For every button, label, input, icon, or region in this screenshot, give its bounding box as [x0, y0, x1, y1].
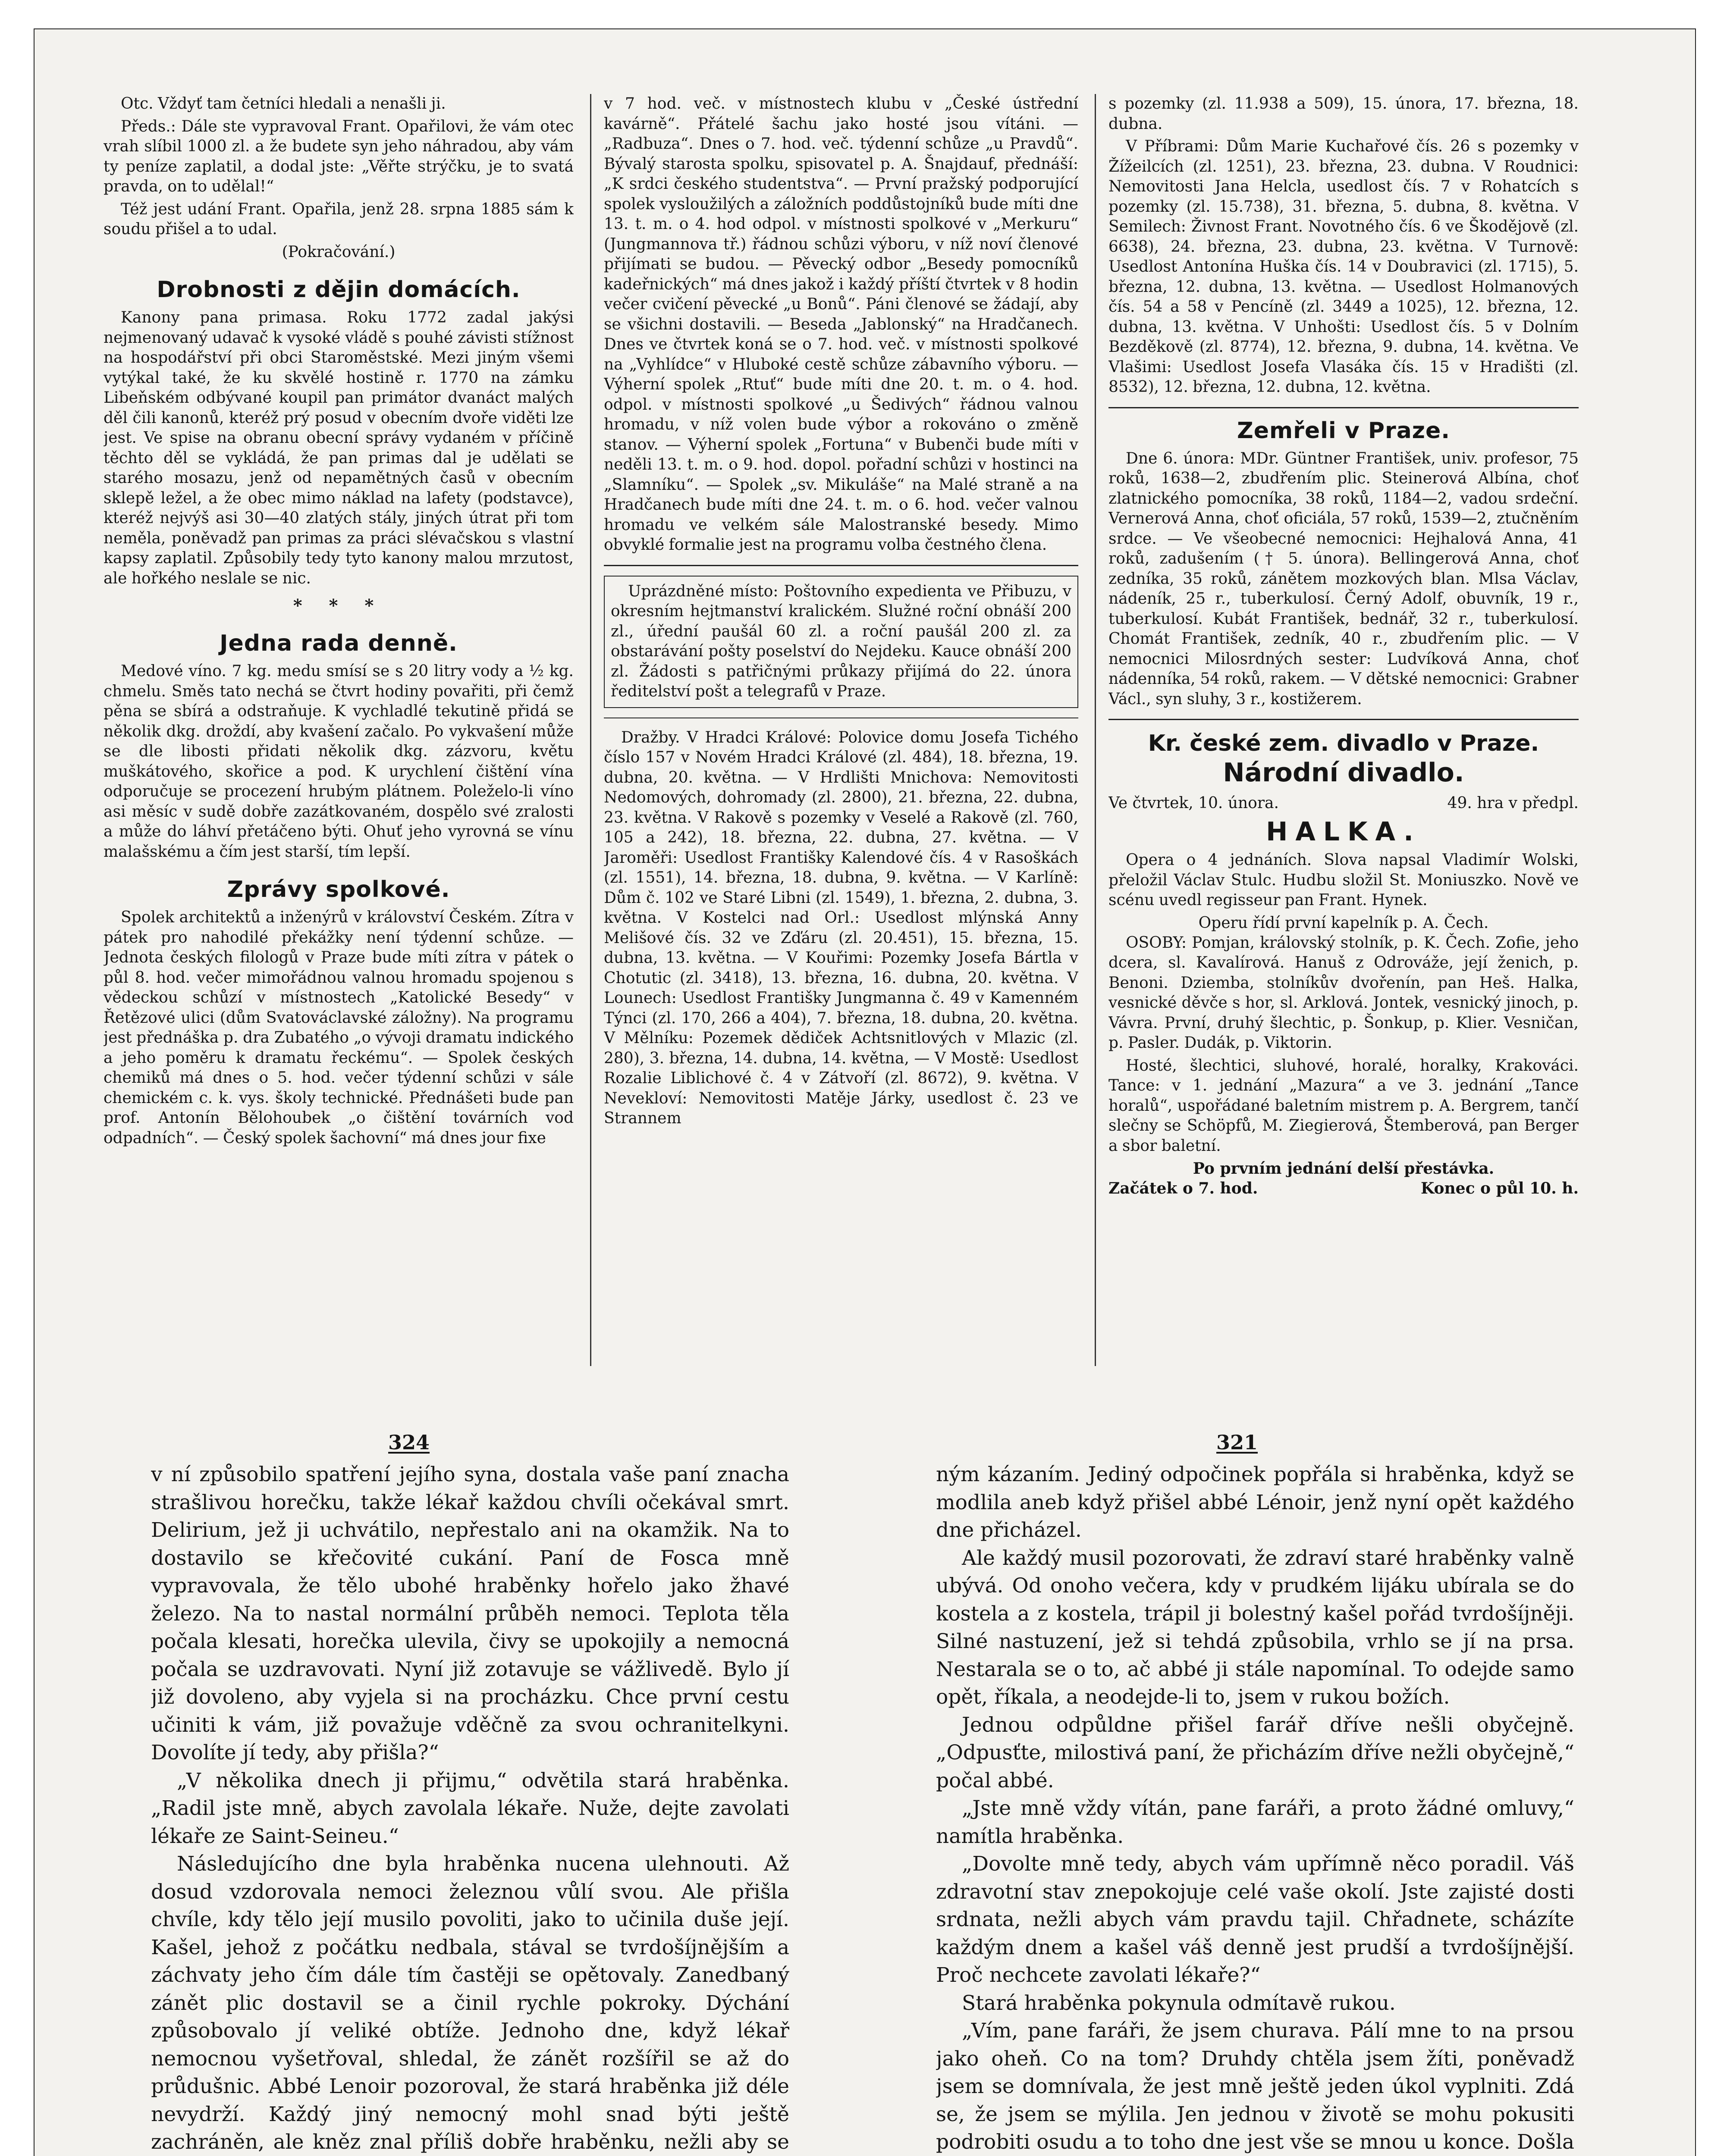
novel-page-left: [151, 1461, 789, 2156]
auctions-paragraph: Dražby. V Hradci Králové: Polovice domu Josefa Tichého číslo 157 v Novém Hradci Králové (zl. 484), 18. března, 19. dubna, 20. května. — V Hrdlišti Mnichova: Nemovitosti Nedomových, dohromady (zl. 2800), 21. března, 22. dubna, 23. května. V Rakově s pozemky v Veselé a Rakově (zl. 760, 105 a 242), 18. března, 22. dubna, 27. května. — V Jaroměři: Usedlost Františky Kalendové čís. 4 v Rasoškách (zl. 1551), 14. března, 18. dubna, 9. května. — V Karlíně: Dům č. 102 ve Staré Libni (zl. 1549), 1. března, 2. dubna, 3. května. V Kostelci nad Orl.: Usedlost mlýnská Anny Melišové čís. 32 ve Zďáru (zl. 20.451), 15. března, 15. dubna, 13. května. — V Kouřimi: Pozemky Josefa Bártla v Chotutic (zl. 3418), 13. března, 16. dubna, 20. května. V Lounech: Usedlost Františky Jungmanna č. 49 v Kamenném Týnci (zl. 170, 266 a 404), 7. března, 18. dubna, 20. května. V Mělníku: Pozemek dědiček Achtsnitlových v Mlazic (zl. 280), 3. března, 14. dubna, 14. května, — V Mostě: Usedlost Rozalie Liblichové č. 4 v Zátvoří (zl. 8672), 9. května. V Nevekloví: Nemovitosti Matěje Járky, usedlost č. 23 ve Strannem: [604, 728, 1078, 1127]
cast-paragraph: OSOBY: Pomjan, královský stolník, p. K. Čech. Zofie, jeho dcera, sl. Kavalírová. Hanuš z Odrováže, její ženich, p. Benoni. Dziemba, stolníkův dvořenín, pan Heš. Halka, vesnické děvče s hor, sl. Arklová. Jontek, vesnický jinoch, p. Vávra. První, druhý šlechtic, p. Šonkup, p. Klier. Vesničan, p. Pasler. Dudák, p. Viktorin.: [1108, 934, 1579, 1052]
continued-note: (Pokračování.): [282, 243, 396, 261]
newspaper-column-1: [104, 94, 574, 1379]
divider-line: [1108, 407, 1579, 408]
rada-paragraph: Medové víno. 7 kg. medu smísí se s 20 litry vody a ½ kg. chmelu. Směs tato nechá se čtvrt hodiny povařiti, při čemž pěna se sbírá a odstraňuje. K vychladlé tekutině přidá se několik dkg. droždí, aby kvašení začalo. Po vykvašení může se dle libosti přidati několik dkg. zázvoru, květu muškátového, skořice a pod. K urychlení čištění vína odporučuje se procezení hrubým plátnem. Poleželo-li víno asi měsíc v sudě dobře zazátkovaném, dospělo své zralosti a může do láhví přetáčeno býti. Ohuť jeho vyrovná se vínu malašskému a čím jest starší, tím lepší.: [104, 662, 574, 861]
novel-paragraph: „V několika dnech ji přijmu,“ odvětila stará hraběnka. „Radil jste mně, abych zavolala lékaře. Nuže, dejte zavolati lékaře ze Saint-Seineu.“: [151, 1768, 789, 1848]
extras-paragraph: Hosté, šlechtici, sluhové, horalé, horalky, Krakováci. Tance: v 1. jednání „Mazura“ a ve 3. jednání „Tance horalů“, uspořádané baletním mistrem p. A. Bergrem, tančí slečny se Schöpfů, M. Ziegierová, Štemberová, pan Berger a sbor baletní.: [1108, 1056, 1579, 1155]
novel-paragraph: Jednou odpůldne přišel farář dříve nešli obyčejně. „Odpusťte, milostivá paní, že přicházím dříve nežli obyčejně,“ počal abbé.: [936, 1713, 1574, 1792]
newspaper-column-3: [1108, 94, 1579, 1379]
theatre-title: Kr. české zem. divadlo v Praze.: [1148, 730, 1539, 756]
opera-description: Opera o 4 jednáních. Slova napsal Vladimír Wolski, přeložil Václav Stulc. Hudbu složil St. Moniuszko. Nově ve scénu uvedl regisseur pan Frant. Hynek.: [1108, 851, 1579, 909]
court-report-line: Otc. Vždyť tam četníci hledali a nenašli ji.: [121, 95, 446, 113]
court-report-paragraph: Též jest udání Frant. Opařila, jenž 28. srpna 1885 sám k soudu přišel a to udal.: [104, 200, 574, 238]
section-heading-drobnosti: Drobnosti z dějin domácích.: [157, 277, 521, 303]
vacancy-notice: Uprázdněné místo: Poštovního expedienta ve Přibuzu, v okresním hejtmanství kralickém. Služné roční obnáší 200 zl., úřední paušál 60 zl. a roční paušál 200 zl. za obstarávání pošty poselství do Nejdeku. Kauce obnáší 200 zl. Žádosti s patřičnými průkazy přijímá do 22. února ředitelství pošt a telegrafů v Praze.: [611, 582, 1071, 700]
show-end: Konec o půl 10. h.: [1420, 1179, 1579, 1197]
novel-paragraph: „Dovolte mně tedy, abych vám upřímně něco poradil. Váš zdravotní stav znepokojuje celé vaše okolí. Jste zajisté dosti srdnata, nežli abych vám pravdu tajil. Chřadnete, scházíte každým dnem a kašel váš denně jest prudší a tvrdošíjnější. Proč nechcete zavolati lékaře?“: [936, 1852, 1574, 1987]
show-info: 49. hra v předpl.: [1447, 794, 1579, 812]
novel-paragraph: Ale každý musil pozorovati, že zdraví staré hraběnky valně ubývá. Od onoho večera, kdy v prudkém lijáku ubírala se do kostela a z kostela, trápil ji bolestný kašel pořád tvrdošíjněji. Silné nastuzení, jež si tehdá způsobila, vrhlo se jí na prsa. Nestarala se o to, ač abbé ji stále napomínal. To odejde samo opět, říkala, a neodejde-li to, jsem v rukou božích.: [936, 1546, 1574, 1709]
spolky-continued: v 7 hod. več. v místnostech klubu v „České ústřední kavárně“. Přátelé šachu jako hosté jsou vítáni. — „Radbuza“. Dnes o 7. hod. več. týdenní schůze „u Pravdů“. Bývalý starosta spolku, spisovatel p. A. Šnajdauf, přednáší: „K srdci českého studentstva“. — První pražský podporující spolek vysloužilých a záložních poddůstojníků bude míti dne 13. t. m. o 4. hod odpol. v místnosti spolkové v „Merkuru“ (Jungmannova tř.) řádnou schůzi výboru, v níž noví členové přijímati se budou. — Pěvecký odbor „Besedy pomocníků kadeřnických“ má dnes jakož i každý příští čtvrtek v 8 hodin večer cvičení pěvecké „u Bonů“. Páni členové se žádají, aby se všichni dostavili. — Beseda „Jablonský“ na Hradčanech. Dnes ve čtvrtek koná se o 7. hod. več. v místnosti spolkové na „Vyhlídce“ v Hluboké cestě schůze zábavního výboru. — Výherní spolek „Rtuť“ bude míti dne 20. t. m. o 4. hod. odpol. v místnosti spolkové „u Šedivých“ řádnou valnou hromadu, v níž volen bude výbor a rokováno o změně stanov. — Výherní spolek „Fortuna“ v Bubenči bude míti v neděli 13. t. m. o 9. hod. dopol. pořadní schůzi v hostinci na „Slamníku“. — Spolek „sv. Mikuláše“ na Malé straně a na Hradčanech bude míti dne 24. t. m. o 6. hod. večer valnou hromadu ve velkém sále Malostranské besedy. Mimo obvyklé formalie jest na programu volba čestného člena.: [604, 95, 1078, 554]
theatre-subtitle: Národní divadlo.: [1223, 758, 1464, 788]
novel-paragraph: Stará hraběnka pokynula odmítavě rukou.: [962, 1991, 1396, 2015]
court-report-paragraph: Předs.: Dále ste vypravoval Frant. Opařilovi, že vám otec vrah slíbil 1000 zl. a že budete syn jeho náhradou, aby vám ty peníze zaplatil, a dodal jste: „Věřte strýčku, je to svatá pravda, on to udělal!“: [104, 117, 574, 195]
novel-paragraph: ným kázaním. Jediný odpočinek popřála si hraběnka, když se modlila aneb když přišel abbé Lénoir, jenž nyní opět každého dne přicházel.: [936, 1463, 1574, 1542]
newspaper-column-2: [604, 94, 1078, 1379]
section-heading-spolky: Zprávy spolkové.: [227, 877, 450, 903]
spolky-paragraph: Spolek architektů a inženýrů v království Českém. Zítra v pátek pro nahodilé překážky není týdenní schůze. — Jednota českých filologů v Praze bude míti zítra v pátek o půl 8. hod. večer mimořádnou valnou hromadu spojenou s vědeckou schůzí v místnostech „Katolické Besedy“ v Řetězové ulici (dům Svatováclavské záložny). Na programu jest přednáška p. dra Zubatého „o vývoji dramatu indického a jeho poměru k dramatu řeckému“. — Spolek českých chemiků má dnes o 5. hod. večer týdenní schůzi v sále chemickém c. k. vys. školy technické. Přednášeti bude pan prof. Antonín Bělohoubek „o čištění továrních vod odpadních“. — Český spolek šachovní“ má dnes jour fixe: [104, 909, 574, 1147]
column-divider: [1095, 94, 1096, 1366]
conductor-line: Operu řídí první kapelník p. A. Čech.: [1198, 914, 1489, 932]
page-number-right: 321: [1216, 1431, 1258, 1454]
auctions-continued: s pozemky (zl. 11.938 a 509), 15. února, 17. března, 18. dubna.: [1108, 95, 1579, 133]
section-heading-rada: Jedna rada denně.: [220, 630, 458, 656]
show-start: Začátek o 7. hod.: [1108, 1179, 1258, 1197]
novel-page-right: [936, 1461, 1574, 2156]
scanned-sheet: [34, 28, 1696, 2156]
divider-line: [1108, 719, 1579, 720]
newspaper-page: [104, 94, 1579, 1379]
show-date: Ve čtvrtek, 10. února.: [1108, 794, 1279, 812]
show-times-row: [1108, 1178, 1579, 1198]
novel-paragraph: „Jste mně vždy vítán, pane faráři, a proto žádné omluvy,“ namítla hraběnka.: [936, 1796, 1574, 1848]
drobnosti-paragraph: Kanony pana primasa. Roku 1772 zadal jakýsi nejmenovaný udavač k vysoké vládě s pouhé závisti stížnost na hospodářství při obci Staroměstské. Mezi jiným všemi vytýkal také, že ku skvělé hostině r. 1770 na zámku Libeňském odbývané koupil pan primátor dvanáct malých děl čili kanonů, kteréž prý posud v obecním dvoře viděti lze jest. Ve spise na obranu obecní správy vydaném v příčině těchto děl se vykládá, že pan primas dal je udělati se starého mosazu, jenž od nepamětných časů v obecním sklepě ležel, a že obec mimo náklad na lafety (podstavce), kteréž nejvýš asi 30—40 zlatých stály, jiných útrat při tom neměla, poněvadž pan primas za práci slévačskou s vlastní kapsy zaplatil. Způsobily tedy tyto kanony malou mrzutost, ale hořkého neslale se nic.: [104, 309, 574, 587]
intermission-note: Po prvním jednání delší přestávka.: [1193, 1159, 1495, 1178]
page-number-left: 324: [388, 1431, 430, 1454]
vacancy-box: [604, 576, 1078, 708]
section-heading-zemreli: Zemřeli v Praze.: [1237, 417, 1450, 444]
show-date-row: [1108, 793, 1579, 813]
column-divider: [590, 94, 591, 1366]
novel-paragraph: Následujícího dne byla hraběnka nucena ulehnouti. Až dosud vzdorovala nemoci železnou vůlí svou. Ale přišla chvíle, kdy tělo její musilo povoliti, jako to učinila duše její. Kašel, jehož z počátku nedbala, stával se tvrdošíjnějším a záchvaty jeho čím dále tím častěji se opětovaly. Zanedbaný zánět plic dostavil se a činil rychle pokroky. Dýchání způsobovalo jí veliké obtíže. Jednoho dne, když lékař nemocnou vyšetřoval, shledal, že zánět rozšířil se až do průdušnic. Abbé Lenoir pozoroval, že stará hraběnka již déle nevydrží. Každý jiný nemocný mohl snad býti ještě zachráněn, ale kněz znal příliš dobře hraběnku, nežli aby se: [151, 1852, 789, 2154]
novel-paragraph: v ní způsobilo spatření jejího syna, dostala vaše paní znacha strašlivou horečku, takže lékař každou chvíli očekával smrt. Delirium, jež ji uchvátilo, nepřestalo ani na okamžik. Na to dostavilo se křečovité cukání. Paní de Fosca mně vypravovala, že tělo ubohé hraběnky hořelo jako žhavé železo. Na to nastal normální průběh nemoci. Teplota těla počala klesati, horečka ulevila, čivy se upokojily a nemocná počala se uzdravovati. Nyní již zotavuje se vážlivedě. Bylo jí již dovoleno, aby vyjela si na procházku. Chce první cestu učiniti k vám, již považuje vděčně za svou ochranitelkyni. Dovolíte jí tedy, aby přišla?“: [151, 1463, 789, 1764]
auctions-paragraph: V Příbrami: Dům Marie Kuchařové čís. 26 s pozemky v Žížeilcích (zl. 1251), 23. března, 23. dubna. V Roudnici: Nemovitosti Jana Helcla, usedlost čís. 7 v Rohatcích s pozemky (zl. 15.738), 31. března, 5. dubna, 8. května. V Semilech: Živnost Frant. Novotného čís. 6 ve Škodějově (zl. 6638), 24. března, 23. dubna, 23. května. V Turnově: Usedlost Antonína Huška čís. 14 v Doubravici (zl. 1715), 5. března, 12. dubna, 13. května. — Usedlost Holmanových čís. 54 a 58 v Pencíně (zl. 3449 a 1025), 12. března, 12. dubna, 13. května. V Unhošti: Usedlost čís. 5 v Dolním Bezděkově (zl. 8774), 12. března, 9. dubna, 14. května. Ve Vlašimi: Usedlost Josefa Vlasáka čís. 15 v Hradišti (zl. 8532), 12. března, 12. dubna, 12. května.: [1108, 138, 1579, 396]
divider-line: [604, 565, 1078, 566]
novel-paragraph: „Vím, pane faráři, že jsem churava. Pálí mne to na prsou jako oheň. Co na tom? Druhdy chtěla jsem žíti, poněvadž jsem se domnívala, že jest mně ještě jeden úkol vyplniti. Zdá se, že jsem se mýlila. Jen jednou v životě se mohu pokusiti podrobiti osudu a to toho dne jest vše se mnou u konce. Došla: [936, 2019, 1574, 2154]
opera-title: HALKA.: [1266, 817, 1421, 847]
separator-stars: * * *: [293, 595, 384, 616]
deaths-paragraph: Dne 6. února: MDr. Güntner František, univ. profesor, 75 roků, 1638—2, zbudřením plic. Steinerová Albína, choť zlatnického pomocníka, 38 roků, 1184—2, vadou srdeční. Vernerová Anna, choť oficiála, 57 roků, 1539—2, ztučněním srdce. — Ve všeobecné nemocnici: Hejhalová Anna, 41 roků, zadušením († 5. února). Bellingerová Anna, choť zedníka, 35 roků, zánětem mozkových blan. Mlsa Václav, nádeník, 25 r., tuberkulosí. Černý Adolf, obuvník, 19 r., tuberkulosí. Kubát František, bednář, 32 r., tuberkulosí. Chomát František, zedník, 40 r., zbudřením plic. — V nemocnici Milosrdných sester: Ludvíková Anna, choť nádenníka, 54 roků, rakem. — V dětské nemocnici: Grabner Václ., syn sluhy, 3 r., kostižerem.: [1108, 449, 1579, 708]
